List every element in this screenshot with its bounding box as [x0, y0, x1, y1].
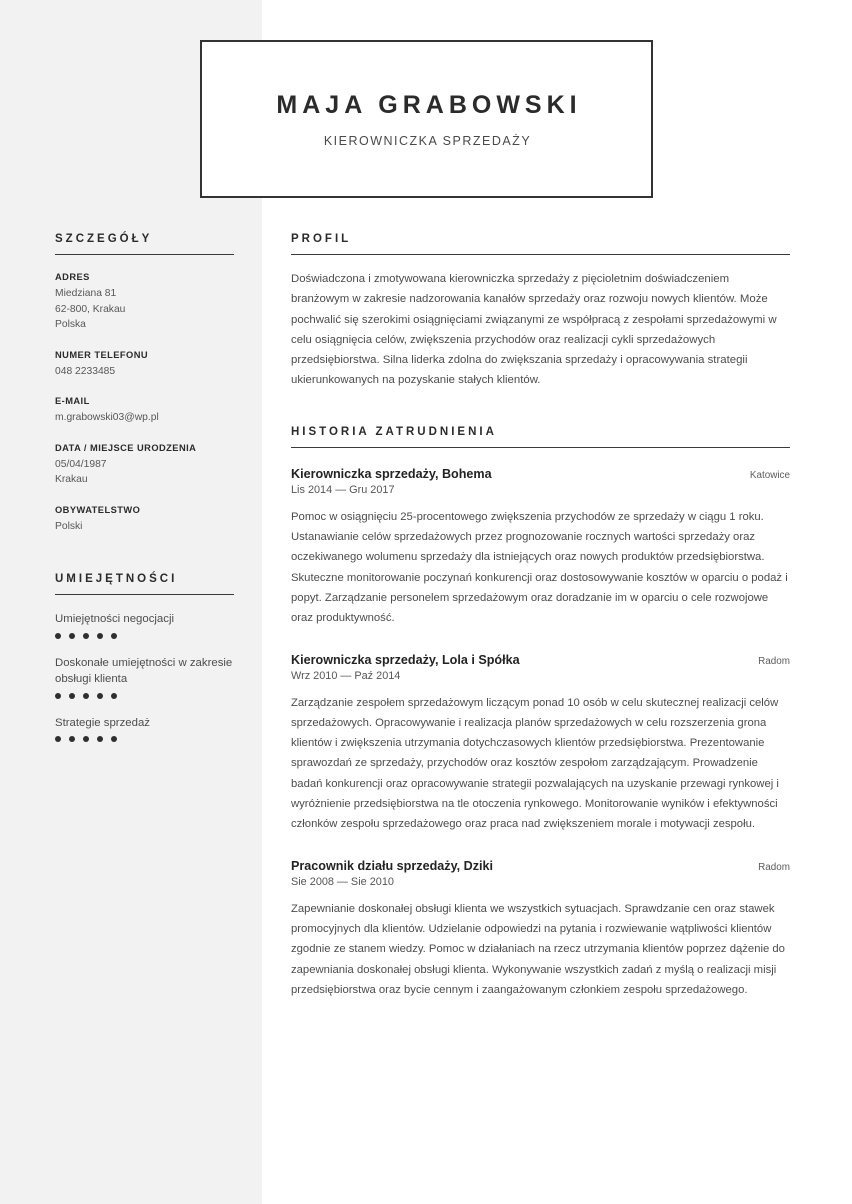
job-entry [291, 467, 790, 629]
skill-rating-dot [83, 633, 89, 639]
skill-rating-dot [83, 693, 89, 699]
job-location: Katowice [749, 469, 790, 481]
detail-field-value [55, 410, 235, 426]
detail-field-value [55, 457, 235, 488]
detail-field [55, 396, 235, 426]
skill-rating-dot [55, 693, 61, 699]
skill-item [55, 611, 235, 639]
detail-field [55, 505, 235, 535]
skill-rating-dot [69, 736, 75, 742]
skill-name: Doskonałe umiejętności w zakresie obsługi klienta [55, 656, 233, 685]
skill-rating-dot [83, 736, 89, 742]
job-header [291, 859, 790, 873]
detail-field-value-line: Polski [55, 520, 83, 532]
skills-section [55, 573, 235, 742]
skill-item [55, 715, 235, 743]
skill-name: Strategie sprzedaż [55, 716, 150, 729]
employment-history-heading: HISTORIA ZATRUDNIENIA [291, 425, 497, 438]
job-entry [291, 653, 790, 835]
detail-field-value [55, 364, 235, 380]
profile-heading-rule [291, 254, 790, 255]
detail-field-value-line: 62-800, Krakau [55, 303, 126, 315]
skill-rating-dot [111, 693, 117, 699]
header-subtitle: KIEROWNICZKA SPRZEDAŻY [323, 133, 532, 148]
skill-rating-dot [111, 633, 117, 639]
detail-field-label: ADRES [55, 272, 90, 282]
skills-list [55, 611, 235, 742]
skills-heading-rule [55, 594, 234, 595]
skill-rating-dot [111, 736, 117, 742]
job-description: Zapewnianie doskonałej obsługi klienta we wszystkich sytuacjach. Sprawdzanie cen oraz stawek promocyjnych dla klientów. Udzielanie odpowiedzi na pytania i rozwiewanie wątpliwości klientów zgodnie ze stanem wiedzy. Pomoc w działaniach na rzecz utrzymania klientów poprzez dążenie do zapewniania doskonałej obsługi klienta. Wykonywanie wszystkich zadań z myślą o realizacji misji przedsiębiorstwa oraz bycie cennym i zaangażowanym członkiem zespołu sprzedażowego. [291, 902, 785, 996]
profile-text: Doświadczona i zmotywowana kierowniczka sprzedaży z pięcioletnim doświadczeniem branżowym w zakresie nadzorowania kanałów sprzedaży oraz rozwoju nowych klientów. Może pochwalić się szerokimi osiągnięciami związanymi ze współpracą z zespołami sprzedażowymi w celu osiągnięcia celów, zwiększenia przychodów oraz realizacji cykli sprzedażowych przedsiębiorstwa. Silna liderka zdolna do zwiększania sprzedaży i opracowywania strategii ukierunkowanych na pozyskanie stałych klientów. [291, 273, 777, 387]
detail-field-value-line: m.grabowski03@wp.pl [55, 412, 159, 423]
skill-rating-dot [97, 736, 103, 742]
detail-field-label: OBYWATELSTWO [55, 504, 141, 515]
header-box [200, 40, 653, 198]
detail-field-value-line: 048 2233485 [55, 365, 116, 377]
skill-item [55, 655, 235, 699]
details-heading-rule [55, 254, 234, 255]
detail-field-value [55, 519, 235, 535]
employment-history-heading-rule [291, 447, 790, 448]
page-title: MAJA GRABOWSKI [276, 90, 582, 119]
detail-field [55, 443, 235, 488]
job-title: Kierowniczka sprzedaży, Bohema [291, 466, 492, 481]
details-heading: SZCZEGÓŁY [55, 233, 153, 245]
skill-rating-dots [55, 736, 235, 742]
detail-field [55, 350, 235, 380]
details-field-list [55, 272, 235, 534]
job-description: Zarządzanie zespołem sprzedażowym liczącym ponad 10 osób w celu skutecznej realizacji celów sprzedażowych. Opracowywanie i realizacja planów sprzedażowych w celu rozszerzenia grona klientów i zwiększenia utrzymania dotychczasowych klientów przedsiębiorstwa. Prezentowanie sprawozdań ze sprzedaży, przychodów oraz kosztów zespołom zarządzającym. Prowadzenie badań konkurencji oraz opracowywanie strategii pozwalających na uzyskanie przewagi rynkowej i wyróżnienie przedsiębiorstwa na tle otoczenia rynkowego. Monitorowanie wyników i efektywności członków zespołu sprzedażowego oraz praca nad zwiększeniem morale i motywacji zespołu. [291, 696, 779, 831]
main-content [291, 233, 790, 1000]
skill-rating-dot [55, 736, 61, 742]
skill-rating-dot [97, 693, 103, 699]
job-header [291, 653, 790, 667]
skills-heading: UMIEJĘTNOŚCI [55, 573, 178, 585]
job-title: Pracownik działu sprzedaży, Dziki [291, 858, 494, 873]
job-dates: Wrz 2010 — Paź 2014 [291, 669, 401, 682]
skill-rating-dot [69, 693, 75, 699]
job-location: Radom [758, 655, 790, 667]
job-entry [291, 859, 790, 1000]
detail-field-value-line: Miedziana 81 [55, 288, 117, 299]
skill-rating-dot [97, 633, 103, 639]
profile-section [291, 233, 790, 391]
job-location: Radom [758, 861, 790, 873]
details-section [55, 233, 235, 534]
skill-rating-dots [55, 633, 235, 639]
profile-heading: PROFIL [291, 233, 352, 245]
detail-field-label: E-MAIL [55, 396, 90, 406]
detail-field-label: DATA / MIEJSCE URODZENIA [55, 442, 197, 453]
detail-field-value-line: Krakau [55, 474, 88, 485]
job-header [291, 467, 790, 481]
skill-name: Umiejętności negocjacji [55, 613, 175, 625]
skill-rating-dot [55, 633, 61, 639]
detail-field-value [55, 286, 235, 333]
detail-field-label: NUMER TELEFONU [55, 349, 149, 360]
detail-field-value-line: 05/04/1987 [55, 458, 107, 470]
detail-field-value-line: Polska [55, 319, 86, 330]
job-dates: Sie 2008 — Sie 2010 [291, 875, 394, 888]
sidebar [55, 233, 235, 742]
job-dates: Lis 2014 — Gru 2017 [291, 483, 395, 496]
employment-history-section [291, 426, 790, 1000]
skill-rating-dots [55, 693, 235, 699]
job-description: Pomoc w osiągnięciu 25-procentowego zwiększenia przychodów ze sprzedaży w ciągu 1 roku. Ustanawianie celów sprzedażowych przez prognozowanie rocznych wartości sprzedaży oraz oczekiwanego wolumenu sprzedaży dla istniejących oraz nowych produktów przedsiębiorstwa. Skuteczne monitorowanie poczynań konkurencji oraz dostosowywanie kosztów w oparciu o podaż i popyt. Zarządzanie personelem sprzedażowym oraz doradzanie im w oparciu o cele rozwojowe oraz produktywność. [291, 510, 788, 625]
detail-field [55, 272, 235, 333]
skill-rating-dot [69, 633, 75, 639]
job-title: Kierowniczka sprzedaży, Lola i Spółka [291, 652, 520, 667]
job-list [291, 467, 790, 1000]
